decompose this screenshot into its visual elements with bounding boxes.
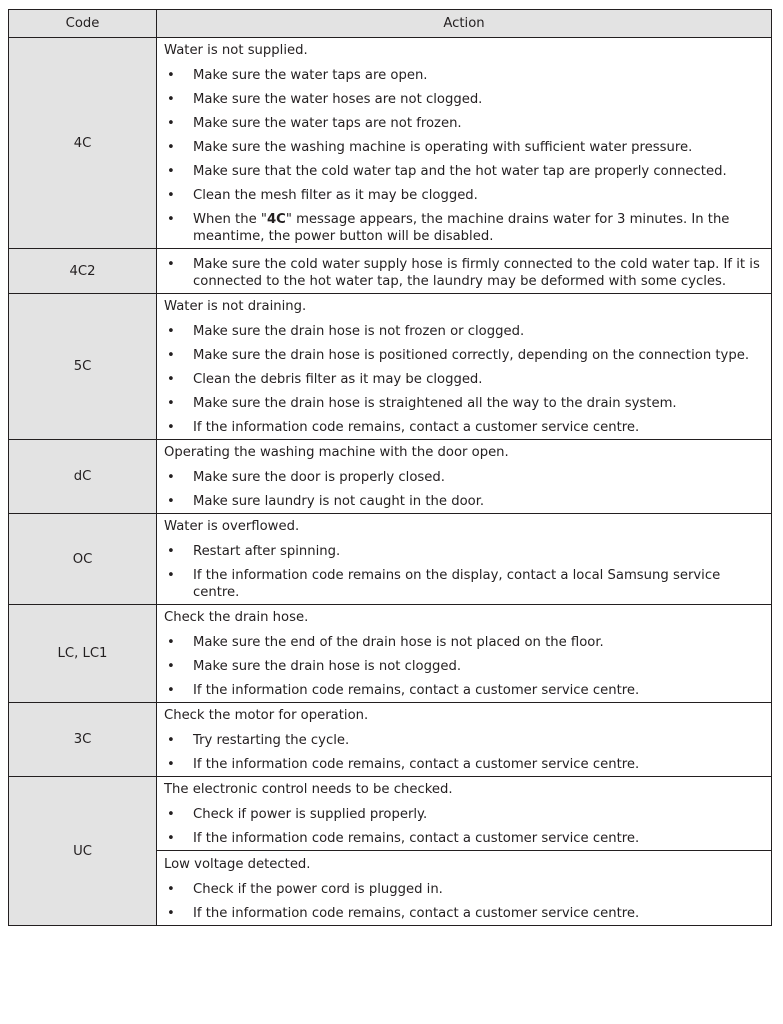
action-bullet: • Check if power is supplied properly. — [164, 806, 765, 823]
action-intro: Check the motor for operation. — [164, 708, 369, 723]
action-bullet: • Make sure the drain hose is not clogged. — [164, 658, 765, 675]
action-bullet: • If the information code remains on the display, contact a local Samsung service centre. — [164, 567, 765, 601]
table-row-4c2 — [9, 249, 772, 294]
action-bullet: • Make sure laundry is not caught in the door. — [164, 493, 765, 510]
action-intro: Water is not supplied. — [164, 43, 308, 58]
code-cell: 5C — [9, 294, 157, 440]
code-cell: 3C — [9, 703, 157, 777]
action-bullet-list — [164, 256, 765, 290]
information-code-table — [8, 9, 772, 926]
action-cell — [157, 294, 772, 440]
action-column-header: Action — [157, 10, 772, 38]
action-cell — [157, 605, 772, 703]
action-bullet-list — [164, 543, 765, 601]
action-intro: Low voltage detected. — [164, 857, 311, 872]
action-cell — [157, 777, 772, 926]
action-bullet: • Make sure the washing machine is operating with sufficient water pressure. — [164, 139, 765, 156]
action-intro: Water is overflowed. — [164, 519, 300, 534]
action-bullet: • Make sure the drain hose is straightened all the way to the drain system. — [164, 395, 765, 412]
table-row-3c — [9, 703, 772, 777]
action-bullet — [164, 211, 765, 245]
action-bullet-list — [164, 806, 765, 847]
action-bullet: • Make sure the drain hose is positioned correctly, depending on the connection type. — [164, 347, 765, 364]
information-code-table-wrapper — [8, 9, 771, 926]
action-intro: The electronic control needs to be checked. — [164, 782, 453, 797]
action-cell — [157, 703, 772, 777]
action-bullet: • If the information code remains, contact a customer service centre. — [164, 905, 765, 922]
code-cell: LC, LC1 — [9, 605, 157, 703]
action-bullet-list — [164, 732, 765, 773]
action-bullet: • Make sure the cold water supply hose is firmly connected to the cold water tap. If it is connected to the hot water tap, the laundry may be deformed with some cycles. — [164, 256, 765, 290]
action-bullet: • Make sure that the cold water tap and the hot water tap are properly connected. — [164, 163, 765, 180]
action-bullet: • Make sure the door is properly closed. — [164, 469, 765, 486]
action-bullet: • If the information code remains, contact a customer service centre. — [164, 756, 765, 773]
action-bullet-list — [164, 634, 765, 699]
action-cell — [157, 249, 772, 294]
code-cell: 4C2 — [9, 249, 157, 294]
action-bullet: • Try restarting the cycle. — [164, 732, 765, 749]
table-row-lc — [9, 605, 772, 703]
table-row-4c — [9, 38, 772, 249]
action-subsection — [157, 850, 771, 922]
code-cell: OC — [9, 514, 157, 605]
code-cell: 4C — [9, 38, 157, 249]
action-cell — [157, 38, 772, 249]
action-bullet: • Make sure the water taps are not frozen. — [164, 115, 765, 132]
bullet-text-before: When the " — [193, 212, 267, 227]
bold-code-text: 4C — [266, 212, 286, 227]
action-bullet: • Make sure the water hoses are not clogged. — [164, 91, 765, 108]
action-bullet: • Restart after spinning. — [164, 543, 765, 560]
action-bullet-list — [164, 67, 765, 245]
action-bullet: • Clean the mesh filter as it may be clogged. — [164, 187, 765, 204]
action-bullet: • If the information code remains, contact a customer service centre. — [164, 419, 765, 436]
action-bullet-list — [164, 323, 765, 436]
table-row-oc — [9, 514, 772, 605]
action-bullet: • If the information code remains, contact a customer service centre. — [164, 830, 765, 847]
code-column-header: Code — [9, 10, 157, 38]
table-row-5c — [9, 294, 772, 440]
action-intro: Operating the washing machine with the door open. — [164, 445, 509, 460]
action-bullet-list — [164, 881, 765, 922]
code-cell: UC — [9, 777, 157, 926]
action-cell — [157, 440, 772, 514]
action-bullet: • Clean the debris filter as it may be clogged. — [164, 371, 765, 388]
action-bullet: • Make sure the end of the drain hose is not placed on the floor. — [164, 634, 765, 651]
table-header-row — [9, 10, 772, 38]
table-row-uc — [9, 777, 772, 926]
action-bullet-list — [164, 469, 765, 510]
action-intro: Check the drain hose. — [164, 610, 309, 625]
action-intro: Water is not draining. — [164, 299, 307, 314]
table-row-dc — [9, 440, 772, 514]
code-cell: dC — [9, 440, 157, 514]
action-bullet: • If the information code remains, contact a customer service centre. — [164, 682, 765, 699]
action-bullet: • Make sure the water taps are open. — [164, 67, 765, 84]
action-cell — [157, 514, 772, 605]
bullet-text-after: " message appears, the machine drains water for 3 minutes. In the meantime, the power button will be disabled. — [193, 212, 730, 244]
action-bullet: • Make sure the drain hose is not frozen or clogged. — [164, 323, 765, 340]
action-bullet: • Check if the power cord is plugged in. — [164, 881, 765, 898]
